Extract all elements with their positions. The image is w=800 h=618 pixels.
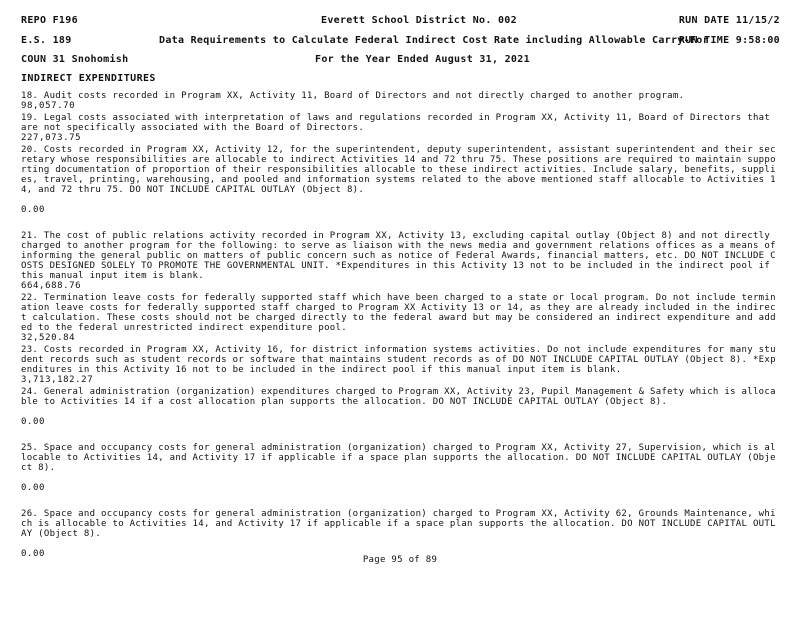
- expenditure-item: [21, 387, 779, 427]
- expenditure-item: [21, 231, 782, 291]
- item-amount: 32,520.84: [21, 333, 76, 343]
- item-amount: 0.00: [21, 205, 46, 215]
- section-title: INDIRECT EXPENDITURES: [21, 73, 156, 84]
- item-description: 19. Legal costs associated with interpretation of laws and regulations recorded in Program XX, Activity 11, Board of Directors that are not specifically associated with the Board of Directors.: [21, 113, 776, 133]
- expenditure-item: [21, 443, 779, 493]
- expenditure-item: [21, 293, 779, 343]
- run-time: RUN TIME 9:58:00: [678, 35, 780, 46]
- item-description: 25. Space and occupancy costs for general administration (organization) charged to Program XX, Activity 27, Supervision, which is allocable to Activities 14, and Activity 17 if applicable if a space plan supports the allocation. DO NOT INCLUDE CAPITAL OUTLAY (Object 8).: [21, 443, 776, 473]
- page-number: Page 95 of 89: [362, 555, 438, 565]
- item-amount: 0.00: [21, 417, 46, 427]
- report-id: REPO F196: [21, 15, 78, 26]
- item-amount: 0.00: [21, 483, 46, 493]
- item-description: 20. Costs recorded in Program XX, Activity 12, for the superintendent, deputy superintendent, assistant superintendent and their secretary whose responsibilities are allocable to indirect Activities 14 and 72 thru 75. These positions are required to maintain supporting documentation of proportion of their responsibilities allocable to these indirect activities. Include salary, benefits, supplies, travel, printing, warehousing, and pooled and information systems related to the above mentioned staff allocable to Activities 14, and 72 thru 75. DO NOT INCLUDE CAPITAL OUTLAY (Object 8).: [21, 145, 776, 195]
- county: COUN 31 Snohomish: [21, 54, 129, 65]
- header-row-2: [21, 34, 780, 47]
- item-amount: 98,057.70: [21, 101, 76, 111]
- item-description: 18. Audit costs recorded in Program XX, Activity 11, Board of Directors and not directly charged to another program.: [21, 91, 685, 101]
- item-description: 21. The cost of public relations activity recorded in Program XX, Activity 13, excluding capital outlay (Object 8) and not directly charged to another program for the following: to serve as liaison with the news media and government relations offices as a means of informing the general public on matters of public concern such as notice of Federal Awards, financial matters, etc. DO NOT INCLUDE COSTS DESIGNED SOLELY TO PROMOTE THE GOVERNMENTAL UNIT. *Expenditures in this Activity 13 not to be included in the indirect pool if this manual input item is blank.: [21, 231, 782, 281]
- item-description: 23. Costs recorded in Program XX, Activity 16, for district information systems activities. Do not include expenditures for many student records such as student records or software that maintains student records as of DO NOT INCLUDE CAPITAL OUTLAY (Object 8). *Expenditures in this Activity 16 not to be included in the indirect pool if this manual input item is blank.: [21, 345, 776, 375]
- run-date: RUN DATE 11/15/2: [678, 15, 780, 26]
- es-form: E.S. 189: [21, 35, 72, 46]
- header-row-1: [21, 14, 780, 27]
- expenditure-item: [21, 113, 779, 143]
- item-amount: 664,688.76: [21, 281, 82, 291]
- item-description: 24. General administration (organization) expenditures charged to Program XX, Activity 23, Pupil Management & Safety which is allocable to Activities 14 if a cost allocation plan supports the allocation. DO NOT INCLUDE CAPITAL OUTLAY (Object 8).: [21, 387, 776, 407]
- expenditure-item: [21, 91, 779, 111]
- expenditure-item: [21, 345, 779, 385]
- item-amount: 3,713,182.27: [21, 375, 94, 385]
- fiscal-year: For the Year Ended August 31, 2021: [315, 54, 530, 65]
- item-amount: 0.00: [21, 549, 46, 559]
- expenditure-item: [21, 509, 779, 559]
- district-name: Everett School District No. 002: [321, 15, 517, 26]
- expenditure-items: [21, 91, 782, 575]
- header-row-3: [21, 53, 780, 66]
- expenditure-item: [21, 145, 779, 215]
- item-amount: 227,073.75: [21, 133, 82, 143]
- report-title: Data Requirements to Calculate Federal Indirect Cost Rate including Allowable Carry-For: [159, 35, 709, 46]
- item-description: 22. Termination leave costs for federally supported staff which have been charged to a state or local program. Do not include termination leave costs for federally supported staff charged to Program XX Activity 13 or 14, as they are already included in the indirect calculation. These costs should not be charged directly to the federal award but may be considered an indirect expenditure and added to the federal unrestricted indirect expenditure pool.: [21, 293, 776, 333]
- item-description: 26. Space and occupancy costs for general administration (organization) charged to Program XX, Activity 62, Grounds Maintenance, which is allocable to Activities 14, and Activity 17 if applicable if a space plan supports the allocation. DO NOT INCLUDE CAPITAL OUTLAY (Object 8).: [21, 509, 776, 539]
